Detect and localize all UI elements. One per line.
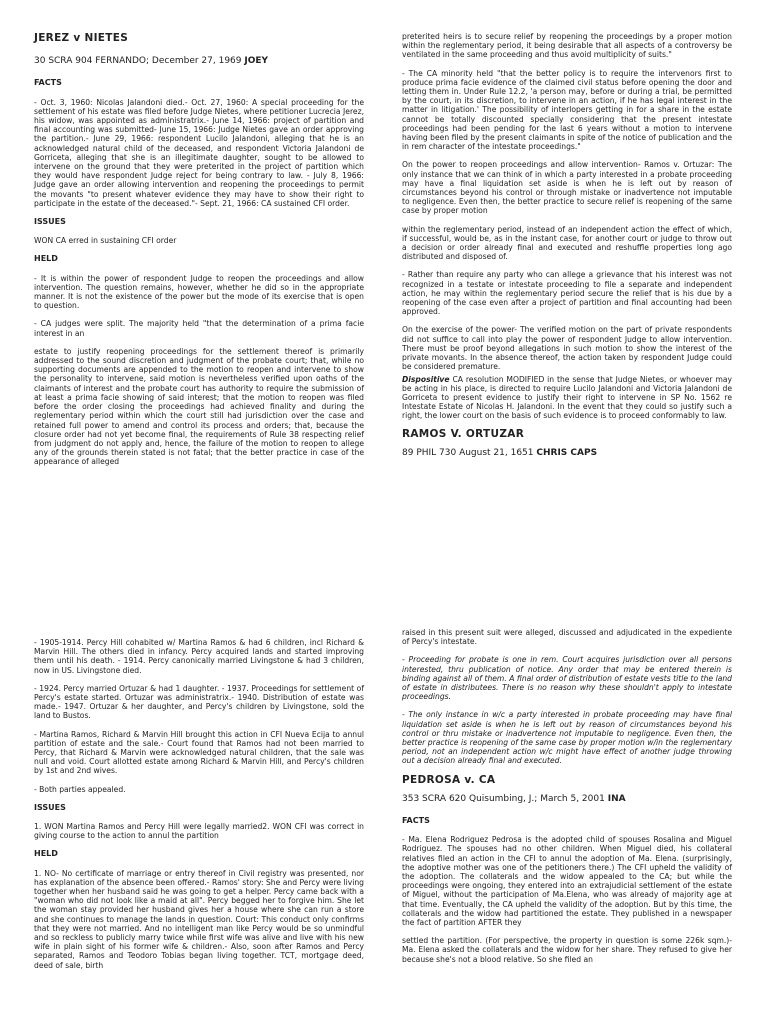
case-citation-pedrosa <box>402 795 732 804</box>
issues-paragraph: 1. WON Martina Ramos and Percy Hill were legally married2. WON CFI was correct in giving course to the action to annul the partition <box>34 822 364 841</box>
body-paragraph: On the exercise of the power- The verified motion on the part of private respondents did not suffice to call into play the power of respondent Judge to allow intervention. There must be proof beyond allegations in such motion to show the interest of the private movants. In the absence thereof, the action taken by respondent Judge could be considered premature. <box>402 325 732 372</box>
facts-heading: FACTS <box>402 816 430 826</box>
digester-name: JOEY <box>244 56 269 67</box>
facts-paragraph: - Martina Ramos, Richard & Marvin Hill brought this action in CFI Nueva Ecija to annul partition of estate and the sale.- Court found that Ramos had not been married to Percy, that Richard & Marvin were acknowledged natural children, that the sale was null and void. Court allotted estate among Richard & Marvin Hill, and Percy's children by 1st and 2nd wives. <box>34 729 364 776</box>
issues-heading: ISSUES <box>34 802 66 812</box>
facts-paragraph: settled the partition. (For perspective, the property in question is some 226k sqm.)-Ma. Elena asked the collaterals and the widow for her share. They refused to give her because she's not a blood relative. So she filed an <box>402 936 732 964</box>
case-title-pedrosa: PEDROSA v. CA <box>402 773 496 786</box>
dispositive-label: Dispositive <box>402 374 450 384</box>
facts-paragraph: - Oct. 3, 1960: Nicolas Jalandoni died.- Oct. 27, 1960: A special proceeding for the settlement of his estate was filed before Judge Nietes, where petitioner Lucrecia Jerez, his widow, was appointed as administratrix.- June 14, 1966: project of partition and final accounting was submitted- June 15, 1966: Judge Nietes gave an order approving the partition.- June 29, 1966: respondent Lucilo Jalandoni, alleging that he is an acknowledged natural child of the deceased, and respondent Victoria Jalandoni de Gorriceta, alleging that she is an illegitimate daughter, sought to be allowed to intervene on the ground that they were preterited in the project of partition which they would have respondent Judge reject for being contrary to law. - July 8, 1966: Judge gave an order allowing intervention and reopening the proceedings to permit the movants "to present whatever evidence they may have to show their right to participate in the estate of the deceased."- Sept. 21, 1966: CA sustained CFI order. <box>34 97 364 208</box>
case-title-jerez: JEREZ v NIETES <box>34 32 129 44</box>
held-paragraph: - It is within the power of respondent Judge to reopen the proceedings and allow intervention. The question remains, however, whether he did so in the appropriate manner. It is not the existence of the power but the mode of its exercise that is open to question. <box>34 273 364 311</box>
held-paragraph: - CA judges were split. The majority held "that the determination of a prima facie interest in an <box>34 319 364 338</box>
held-paragraph: estate to justify reopening proceedings for the settlement thereof is primarily addressed to the sound discretion and judgment of the probate court; that, while no supporting documents are appended to the motion to reopen and intervene to show the personality to intervene, said motion is nevertheless verified upon oaths of the claimants of interest and the probate court has authority to require the submission of at least a prima facie showing of said interest; that the motion to reopen was filed before the order closing the proceedings had achieved finality and during the reglementary period within which the court still had jurisdiction over the case and retained full power to amend and control its process and orders; that, because the closure order had not yet become final, the requirements of Rule 38 respecting relief from judgment do not apply and, hence, the failure of the motion to reopen to allege any of the grounds therein stated is not fatal; that the better practice in case of the appearance of alleged <box>34 346 364 467</box>
issue-paragraph: WON CA erred in sustaining CFI order <box>34 236 177 246</box>
facts-paragraph: - 1905-1914. Percy Hill cohabited w/ Martina Ramos & had 6 children, incl Richard & Marvin Hill. The others died in infancy. Percy acquired lands and started improving them until his death. - 1914. Percy canonically married Livingstone & had 3 children, now in US. Livingstone died. <box>34 638 364 675</box>
pedrosa-right-column <box>402 628 732 973</box>
case-citation-ramos <box>402 449 732 458</box>
facts-heading: FACTS <box>34 78 62 88</box>
page-gap <box>0 612 768 626</box>
digester-name: CHRIS CAPS <box>536 447 598 458</box>
case-title-ramos: RAMOS V. ORTUZAR <box>402 427 525 440</box>
held-paragraph: 1. NO- No certificate of marriage or entry thereof in Civil registry was presented, nor has explanation of the absence been offered.- Ramos' story: She and Percy were living together when her husband said he was going to get a helper. Percy came back with a "woman who did not look like a maid at all". Percy begged her to forgive him. She let the woman stay provided her husband gives her a house where she can run a store and she continues to manage the lands in question. Court: This conduct only confirms that they were not married. And no intelligent man like Percy would be so unmindful and so reckless to publicly marry twice while first wife was alive and live with his new wife in plain sight of his former wife & children.- Also, soon after Ramos and Percy separated, Ramos and Teodoro Tobias began living together. TCT, mortgage deed, deed of sale, birth <box>34 868 364 970</box>
body-paragraph: preterited heirs is to secure relief by reopening the proceedings by a proper motion within the reglementary period, it being desirable that all aspects of a controversy be ventilated in the same proceeding and thus avoid multiplicity of suits." <box>402 32 732 60</box>
held-heading: HELD <box>34 254 58 264</box>
dispositive-paragraph <box>402 375 732 421</box>
citation-text: 353 SCRA 620 Quisumbing, J.; March 5, 2001 <box>402 793 605 804</box>
facts-paragraph: - Ma. Elena Rodriguez Pedrosa is the adopted child of spouses Rosalina and Miguel Rodriguez. The spouses had no other children. When Miguel died, his collateral relatives filed an action in the CFI to annul the adoption of Ma. Elena. (surprisingly, the adoptive mother was one of the petitioners there.) The CFI upheld the validity of the adoption. The collaterals and the widow appealed to the CA; but while the proceedings were ongoing, they entered into an extrajudicial settlement of the estate of Miguel, without the participation of Ma.Elena, who was already of majority age at that time. Eventually, the CA upheld the validity of the adoption. But by this time, the collaterals and the widow had partitioned the estate. They published in a newspaper the fact of partition AFTER they <box>402 835 732 928</box>
dispositive-text: CA resolution MODIFIED in the sense that Judge Nietes, or whoever may be acting in his place, is directed to require Lucilo Jalandoni and Victoria Jalandoni de Gorriceta to present evidence to justify their right to intervene in SP No. 1562 re Intestate Estate of Nicolas H. Jalandoni. In the event that they could so justify such a right, the lower court on the basis of such evidence is to proceed conformably to law. <box>402 374 732 421</box>
held-heading: HELD <box>34 849 58 859</box>
jerez-left-column <box>34 34 364 476</box>
digester-name: INA <box>607 793 626 804</box>
body-paragraph: raised in this present suit were alleged, discussed and adjudicated in the expediente of Percy's intestate. <box>402 628 732 647</box>
citation-text: 89 PHIL 730 August 21, 1651 <box>402 447 534 458</box>
case-citation-jerez <box>34 57 364 66</box>
facts-paragraph: - Both parties appealed. <box>34 784 126 794</box>
body-paragraph: - Proceeding for probate is one in rem. Court acquires jurisdiction over all persons interested, thru publication of notice. Any order that may be entered therein is binding against all of them. A final order of distribution of estate vests title to the land of estate in distributees. There is no reason why these shouldn't apply to intestate proceedings. <box>402 655 732 702</box>
body-paragraph: within the reglementary period, instead of an independent action the effect of which, if successful, would be, as in the instant case, for another court or judge to throw out a decision or order already final and executed and reshuffle properties long ago distributed and disposed of. <box>402 224 732 262</box>
ramos-left-column <box>34 638 364 979</box>
facts-paragraph: - 1924. Percy married Ortuzar & had 1 daughter. - 1937. Proceedings for settlement of Percy's estate started. Ortuzar was administratrix.- 1940. Distribution of estate was made.- 1947. Ortuzar & her daughter, and Percy's children by Livingstone, sold the land to Bustos. <box>34 683 364 721</box>
body-paragraph: - The only instance in w/c a party interested in probate proceeding may have final liquidation set aside is when he is left out by reason of circumstances beyond his control or thru mistake or inadvertence not imputable to negligence. Even then, the better practice is reopening of the same case by proper motion w/in the reglementary period, not an independent action w/c might have effect of another judge throwing out a decision already final and executed. <box>402 710 732 766</box>
issues-heading: ISSUES <box>34 217 66 227</box>
citation-text: 30 SCRA 904 FERNANDO; December 27, 1969 <box>34 56 242 67</box>
body-paragraph: - Rather than require any party who can allege a grievance that his interest was not recognized in a testate or intestate proceeding to file a separate and independent action, he may within the reglementary period secure the relief that is his due by a reopening of the case even after a project of partition and final accounting had been approved. <box>402 270 732 317</box>
body-paragraph: - The CA minority held "that the better policy is to require the intervenors first to produce prima facie evidence of the claimed civil status before opening the door and letting them in. Under Rule 12.2, 'a person may, before or during a trial, be permitted by the court, in its discretion, to intervene in an action, if he has legal interest in the matter in litigation.' The possibility of interlopers getting in for a share in the estate cannot be totally discounted specially considering that the present intestate proceedings had been pending for the last 6 years without a motion to intervene having been filed by the present claimants in spite of the notice of publication and the in rem character of the intestate proceedings." <box>402 68 732 152</box>
body-paragraph: On the power to reopen proceedings and allow intervention- Ramos v. Ortuzar: The only instance that we can think of in which a party interested in a probate proceeding may have a final liquidation set aside is when he is left out by reason of circumstances beyond his control or through mistake or inadvertence not imputable to negligence. Even then, the better practice to secure relief is reopening of the same case by proper motion <box>402 160 732 216</box>
jerez-right-column <box>402 32 732 470</box>
